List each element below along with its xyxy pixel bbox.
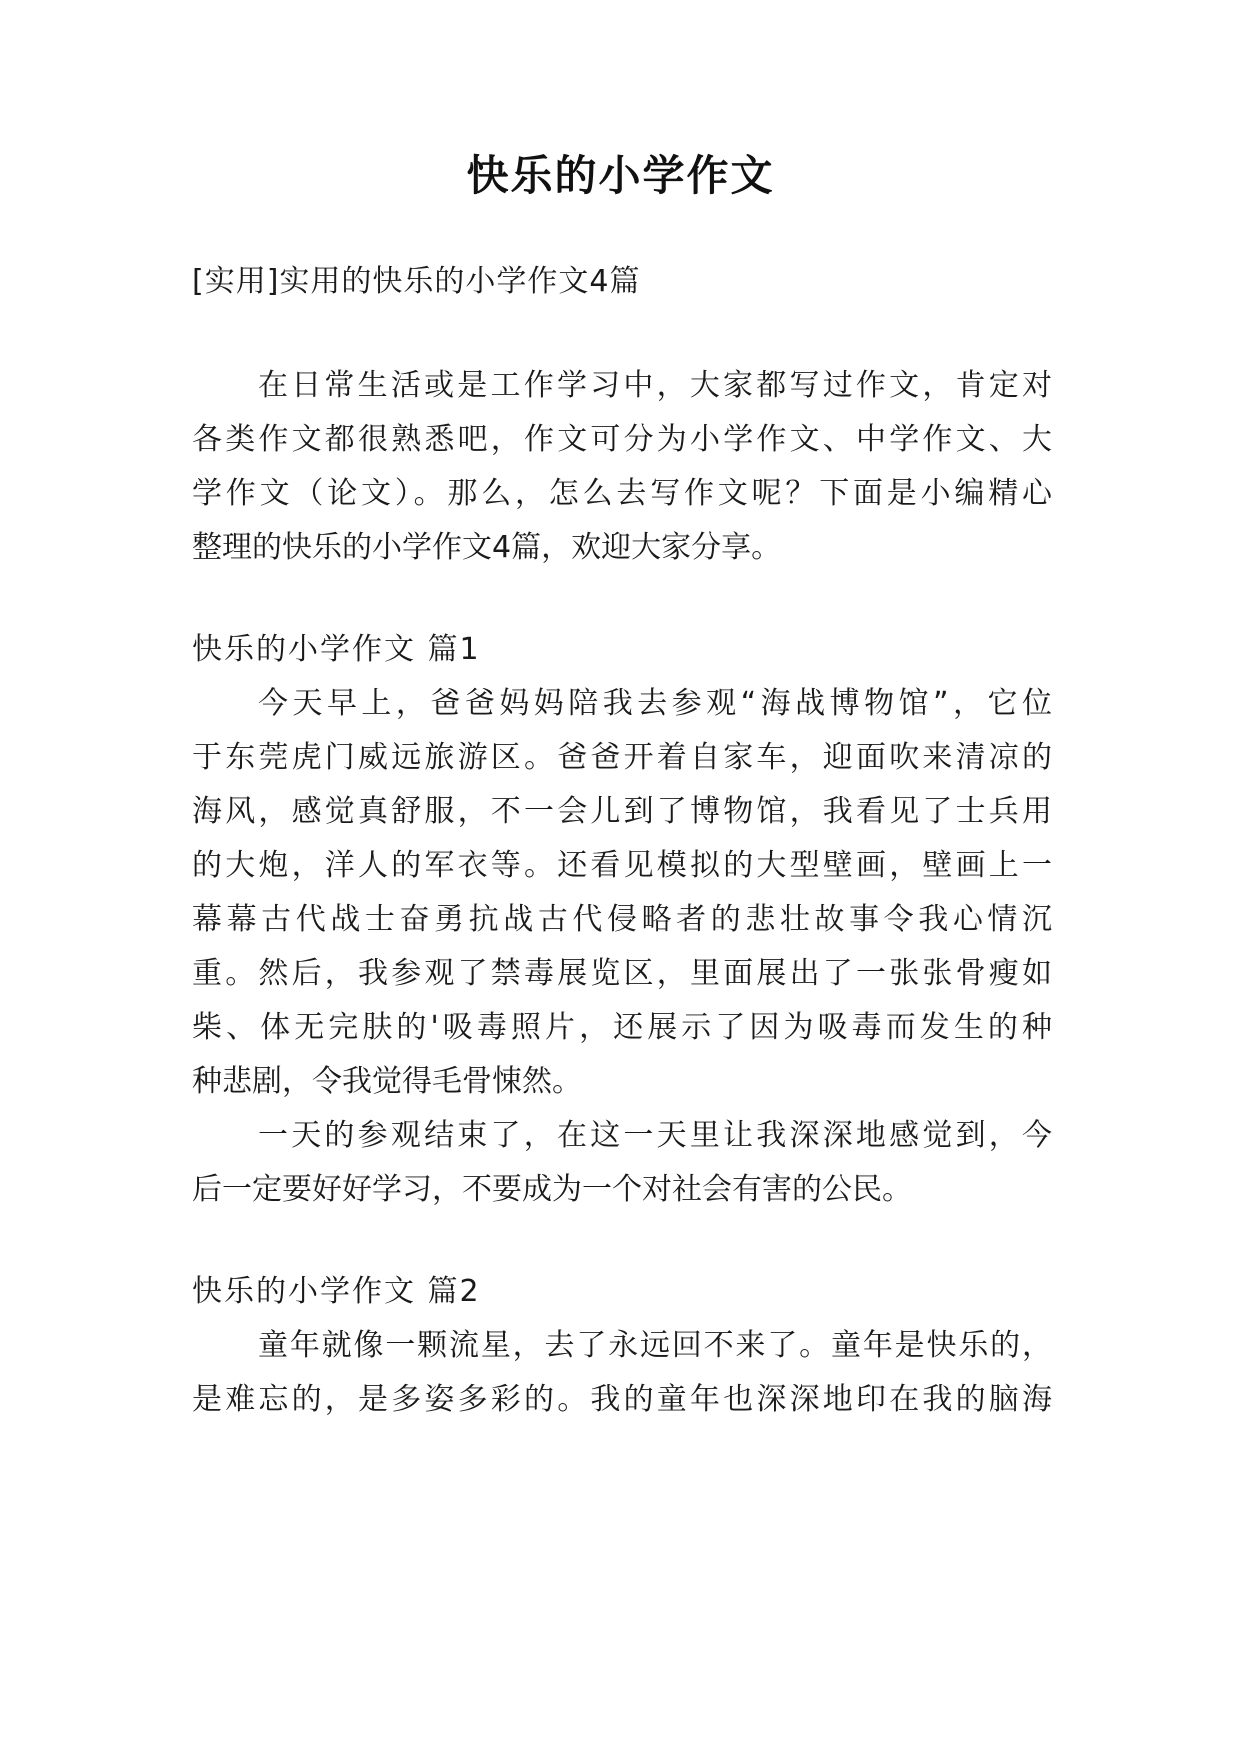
paragraph-line: 于东莞虎门威远旅游区。爸爸开着自家车，迎面吹来清凉的 [192,740,1052,775]
paragraph-line: 是难忘的，是多姿多彩的。我的童年也深深地印在我的脑海 [192,1382,1052,1417]
intro-line: 在日常生活或是工作学习中，大家都写过作文，肯定对 [258,368,1052,403]
intro-line: 学作文（论文）。那么，怎么去写作文呢？下面是小编精心 [192,476,1052,511]
paragraph-line: 一天的参观结束了，在这一天里让我深深地感觉到，今 [258,1118,1052,1153]
paragraph-line: 童年就像一颗流星，去了永远回不来了。童年是快乐的， [258,1328,1052,1363]
paragraph-line: 种悲剧，令我觉得毛骨悚然。 [192,1064,582,1099]
paragraph-line: 幕幕古代战士奋勇抗战古代侵略者的悲壮故事令我心情沉 [192,902,1052,937]
document-title: 快乐的小学作文 [466,151,775,200]
paragraph-line: 后一定要好好学习，不要成为一个对社会有害的公民。 [192,1172,912,1207]
intro-line: 整理的快乐的小学作文4篇，欢迎大家分享。 [192,530,782,565]
section-heading: 快乐的小学作文 篇1 [192,632,481,667]
document-subtitle: [实用]实用的快乐的小学作文4篇 [192,264,641,299]
paragraph-line: 海风，感觉真舒服，不一会儿到了博物馆，我看见了士兵用 [192,794,1052,829]
section-heading: 快乐的小学作文 篇2 [192,1274,481,1309]
paragraph-line: 柴、体无完肤的'吸毒照片，还展示了因为吸毒而发生的种 [192,1010,1052,1045]
paragraph-line: 的大炮，洋人的军衣等。还看见模拟的大型壁画，壁画上一 [192,848,1052,883]
paragraph-line: 重。然后，我参观了禁毒展览区，里面展出了一张张骨瘦如 [192,956,1052,991]
paragraph-line: 今天早上，爸爸妈妈陪我去参观“海战博物馆”，它位 [258,686,1052,721]
intro-line: 各类作文都很熟悉吧，作文可分为小学作文、中学作文、大 [192,422,1052,457]
